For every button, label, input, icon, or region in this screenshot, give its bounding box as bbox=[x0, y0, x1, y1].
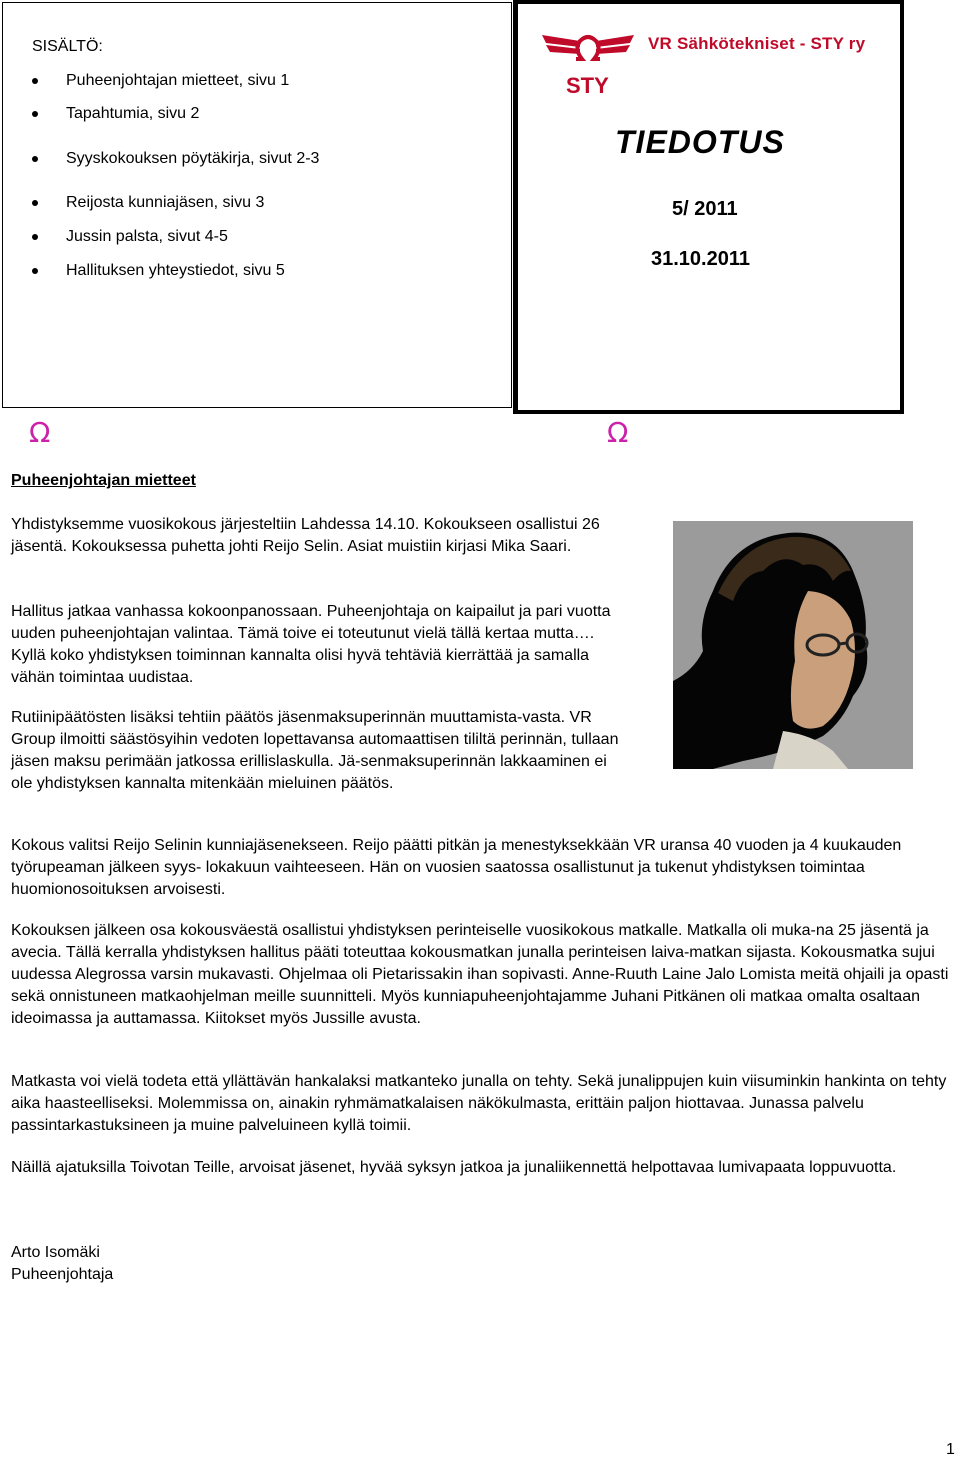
issue-number: 5/ 2011 bbox=[672, 198, 738, 220]
article-paragraph: Kokouksen jälkeen osa kokousväestä osallistui yhdistyksen perinteiselle vuosikokous matkalle. Matkalla oli muka-na 25 jäsentä ja avecia. Tällä kerralla yhdistyksen hallitus pääti toteuttaa kokousmatkan junalla perinteisen laiva-matkan sijasta. Kokousmatka sujui uudessa Alegrossa varsin mukavasti. Ohjelmaa oli Pietarissakin ihan sopivasti. Anne-Ruuth Laine Jalo Lomista meitä ohjaili ja opasti sekä onnistuneen matkaohjelman meille suunnitteli. Myös kunniapuheenjohtajamme Juhani Pitkänen oli matkaa omalta osaltaan ideoimassa ja auttamassa. Kiitokset myös Jussille avusta. bbox=[11, 922, 949, 1027]
organization-name: VR Sähkötekniset - STY ry bbox=[648, 34, 866, 53]
issue-date: 31.10.2011 bbox=[651, 248, 750, 270]
signature-title: Puheenjohtaja bbox=[11, 1266, 114, 1283]
omega-divider-left: Ω bbox=[29, 416, 51, 449]
article-paragraph: Kokous valitsi Reijo Selinin kunniajäsenekseen. Reijo päätti pitkän ja menestyksekkään VR uransa 40 vuoden ja 4 kuukauden työrupeaman jälkeen syys- lokakuun vaihteeseen. Hän on vuosien saatossa osallistunut ja tukenut yhdistyksen toimintaa huomionosoituksen arvoisesti. bbox=[11, 837, 902, 898]
toc-title: SISÄLTÖ: bbox=[32, 38, 103, 55]
newsletter-title: TIEDOTUS bbox=[615, 124, 785, 160]
article-paragraph: Rutiinipäätösten lisäksi tehtiin päätös jäsenmaksuperinnän muuttamista-vasta. VR Group ilmoitti säästösyihin vedoten lopettavansa automaattisen tililtä perinnän, tullaan jäsen maksu perimään jatkossa erillislaskulla. Jä-senmaksuperinnän lakkaaminen ei ole yhdistyksen kannalta mitenkään mieluinen päätös. bbox=[11, 709, 619, 792]
omega-divider-right: Ω bbox=[607, 416, 629, 449]
svg-text:STY: STY bbox=[566, 73, 609, 97]
signature-name: Arto Isomäki bbox=[11, 1244, 100, 1261]
bullet-icon bbox=[32, 156, 38, 162]
article-heading: Puheenjohtajan mietteet bbox=[11, 472, 196, 489]
page-number: 1 bbox=[946, 1441, 955, 1458]
bullet-icon bbox=[32, 268, 38, 274]
bullet-icon bbox=[32, 78, 38, 84]
sty-logo-icon bbox=[540, 27, 636, 97]
bullet-icon bbox=[32, 111, 38, 117]
article-paragraph: Hallitus jatkaa vanhassa kokoonpanossaan. Puheenjohtaja on kaipailut ja pari vuotta uuden puheenjohtajan valintaa. Tämä toive ei toteutunut vielä tällä kertaa mutta…. Kyllä koko yhdistyksen toiminnan kannalta olisi hyvä tehtäviä kierrättää ja samalla vähän toimintaa uudistaa. bbox=[11, 603, 611, 686]
article-paragraph: Näillä ajatuksilla Toivotan Teille, arvoisat jäsenet, hyvää syksyn jatkoa ja junaliikennettä helpottavaa lumivapaata loppuvuotta. bbox=[11, 1159, 897, 1176]
bullet-icon bbox=[32, 200, 38, 206]
bullet-icon bbox=[32, 234, 38, 240]
author-photo bbox=[673, 521, 913, 769]
article-paragraph: Matkasta voi vielä todeta että yllättävän hankalaksi matkanteko junalla on tehty. Sekä junalippujen kuin viisuminkin hankinta on tehty aika haasteelliseksi. Molemmissa on, ainakin ryhmämatkalaisen näkökulmasta, erittäin paljon hiottavaa. Junassa palvelu passintarkastuksineen ja muine palveluineen kyllä toimii. bbox=[11, 1073, 947, 1134]
article-paragraph: Yhdistyksemme vuosikokous järjesteltiin Lahdessa 14.10. Kokoukseen osallistui 26 jäsentä. Kokouksessa puhetta johti Reijo Selin. Asiat muistiin kirjasi Mika Saari. bbox=[11, 516, 600, 555]
